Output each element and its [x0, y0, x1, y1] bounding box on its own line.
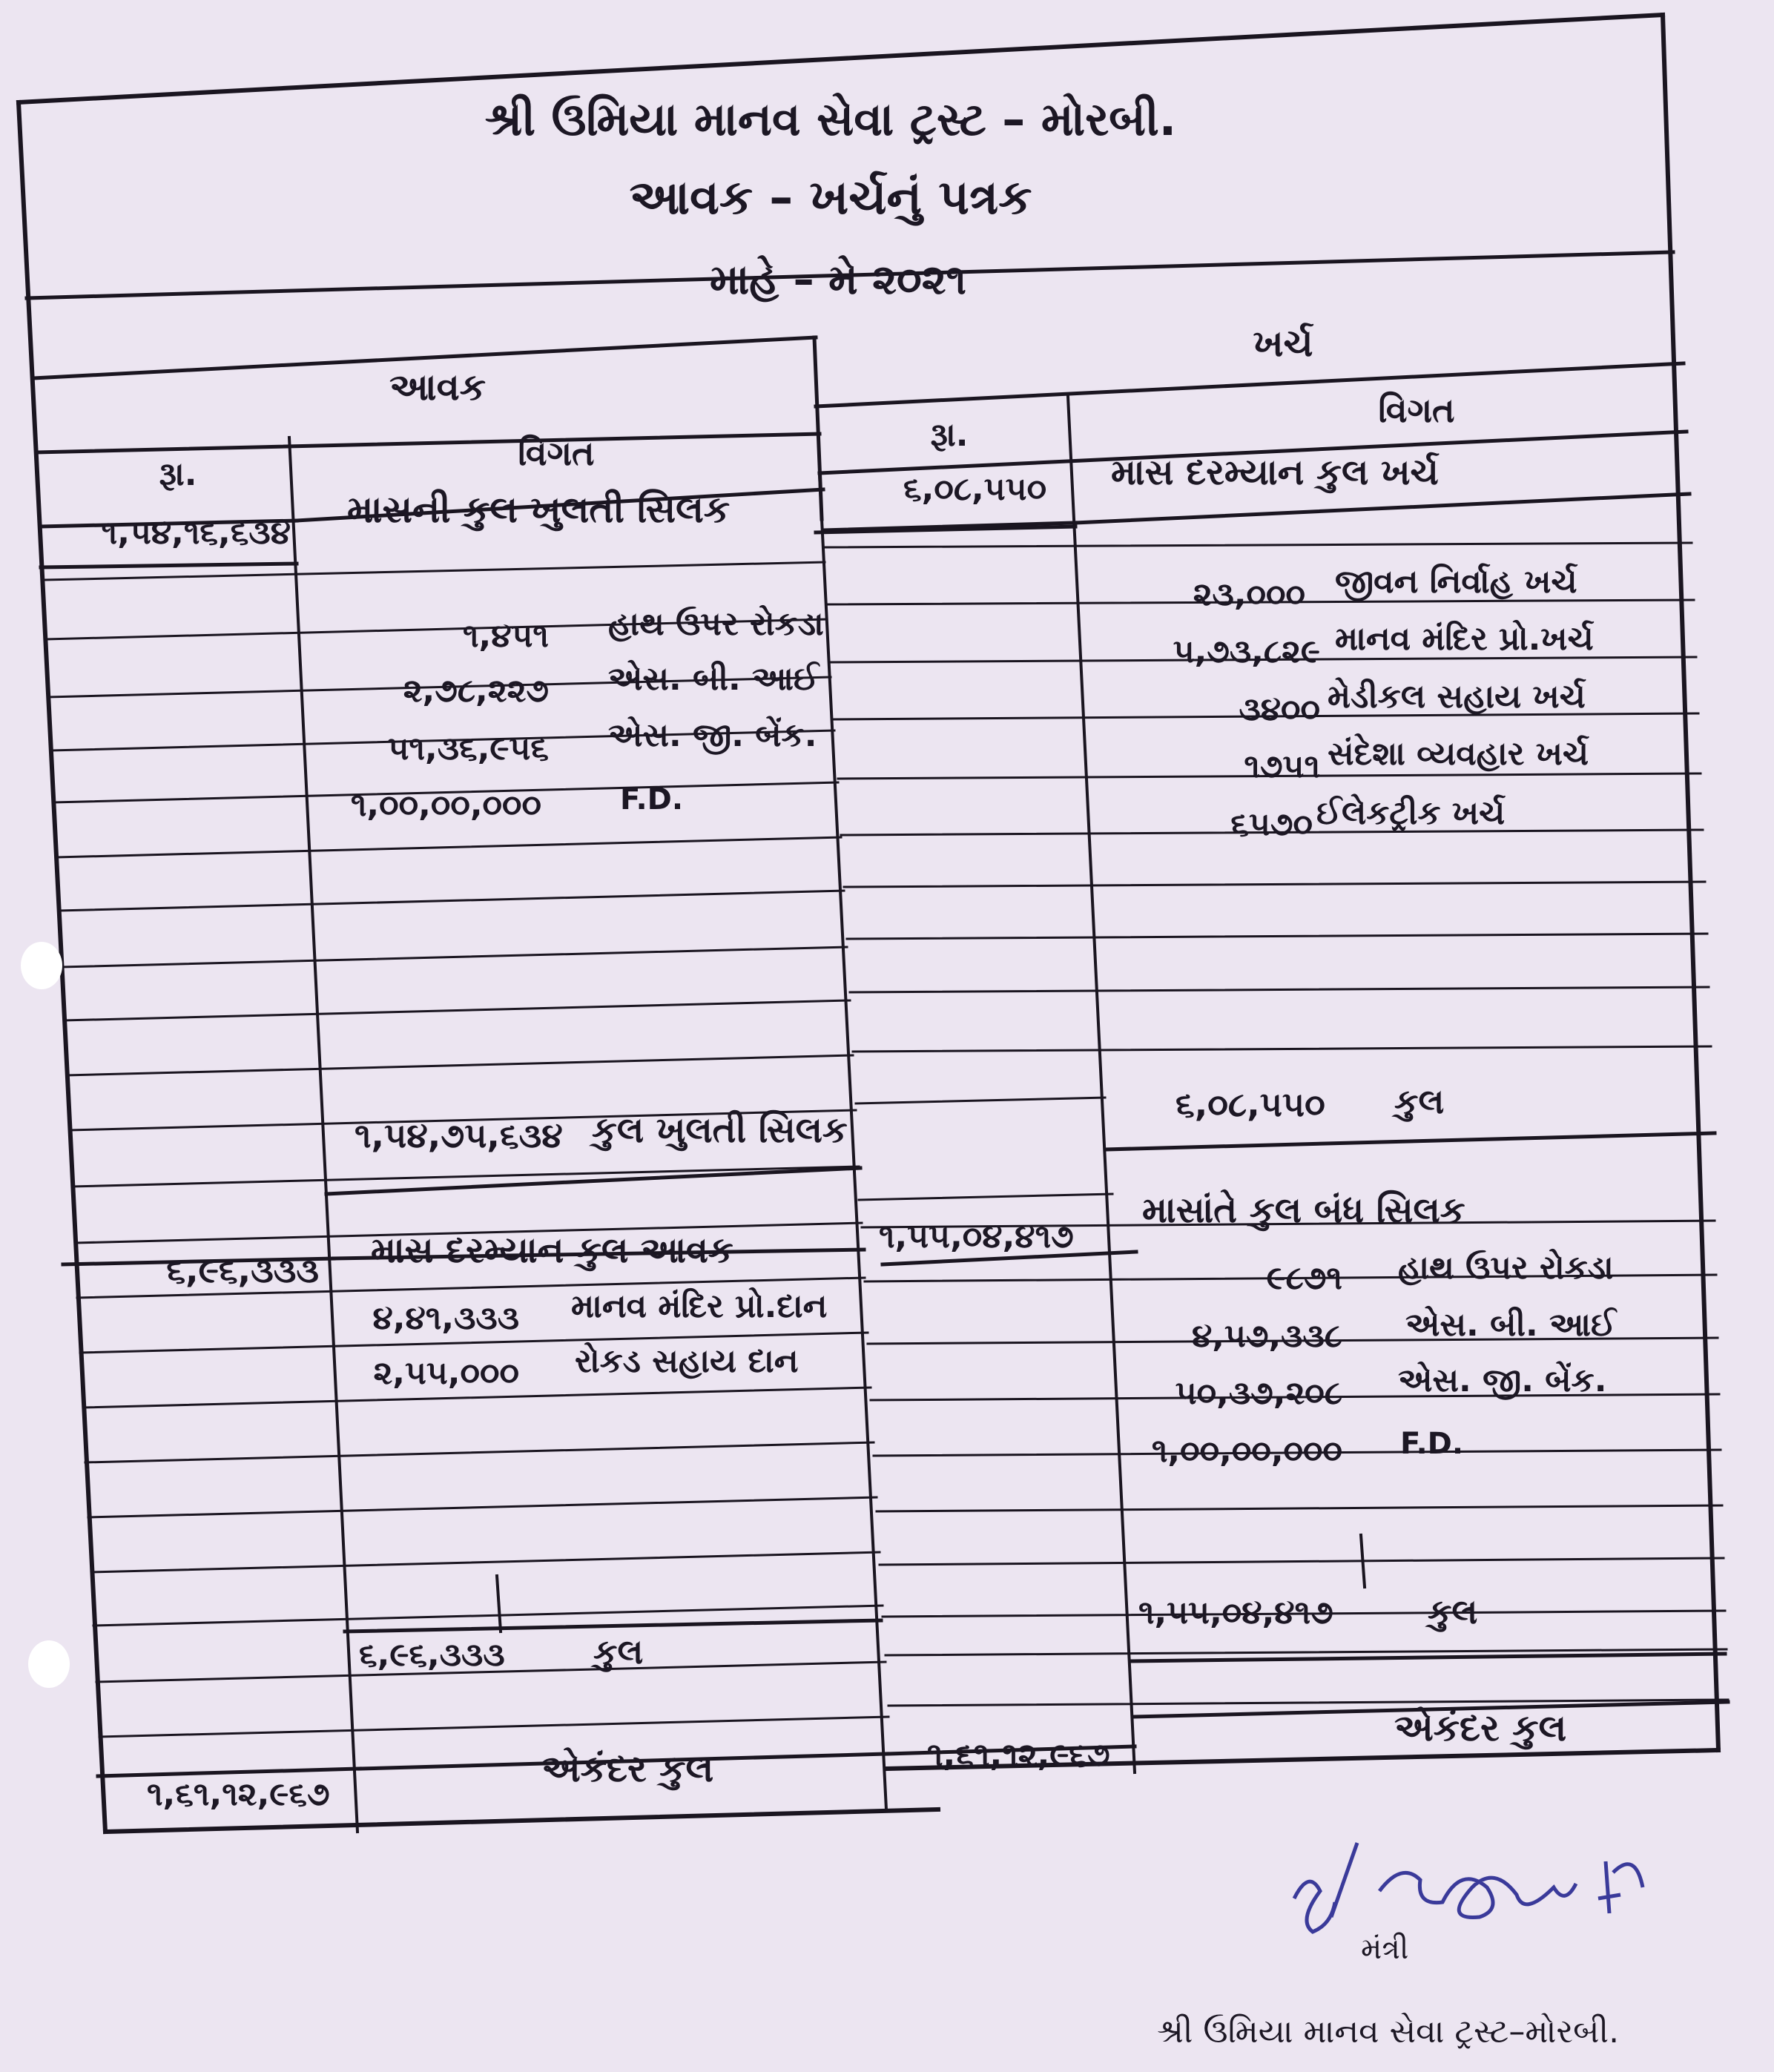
month-label: માહે – મે ૨૦૨૧	[710, 256, 966, 304]
closing-item-amount: ૧,૦૦,૦૦,૦૦૦	[1151, 1432, 1342, 1470]
expense-item-amount: ૫,૭૩,૮૨૯	[1173, 633, 1320, 670]
expense-total-amount: ૬,૦૮,૫૫૦	[1175, 1084, 1325, 1124]
opening-item-amount: ૧,૪૫૧	[462, 617, 549, 655]
opening-item-label: એસ. બી. આઈ	[608, 660, 819, 698]
expense-item-label: મેડીકલ સહાય ખર્ચ	[1328, 678, 1586, 716]
income-item-label: રોકડ સહાય દાન	[575, 1342, 799, 1380]
monthly-income-label: માસ દરમ્યાન કુલ આવક	[371, 1230, 733, 1271]
expense-grand-total-label: એકંદર કુલ	[1394, 1706, 1567, 1749]
closing-total-amount: ૧,૫૫,૦૪,૪૧૭	[879, 1218, 1074, 1256]
closing-subtotal-label: કુલ	[1428, 1591, 1478, 1631]
opening-subtotal-amount: ૧,૫૪,૭૫,૬૩૪	[355, 1115, 563, 1155]
closing-item-amount: ૯૮૭૧	[1266, 1259, 1342, 1297]
expense-item-label: જીવન નિર્વાહ ખર્ચ	[1335, 563, 1577, 601]
opening-item-amount: ૨,૭૮,૨૨૭	[403, 672, 549, 710]
expense-item-label: સંદેશા વ્યવહાર ખર્ચ	[1328, 735, 1589, 773]
expense-item-amount: ૩૪૦૦	[1239, 690, 1320, 728]
punch-hole-bottom	[28, 1640, 70, 1688]
opening-item-label: F.D.	[620, 782, 684, 816]
expense-item-amount: ૬૫૭૦	[1230, 805, 1313, 843]
closing-item-amount: ૫૦,૩૭,૨૦૮	[1175, 1374, 1342, 1412]
income-item-amount: ૨,૫૫,૦૦૦	[373, 1354, 519, 1392]
statement-title: આવક – ખર્ચનું પત્રક	[629, 171, 1032, 225]
signature-scrawl	[1294, 1843, 1643, 1932]
opening-total-label: માસની કુલ ખુલતી સિલક	[347, 488, 731, 531]
income-total-amount: ૬,૯૬,૩૩૩	[359, 1636, 505, 1674]
income-item-label: માનવ મંદિર પ્રો.દાન	[571, 1287, 828, 1325]
opening-subtotal-label: કુલ ખુલતી સિલક	[592, 1109, 848, 1151]
closing-item-label: એસ. જી. બેંક.	[1398, 1362, 1607, 1399]
closing-item-amount: ૪,૫૭,૩૩૮	[1191, 1317, 1342, 1355]
expense-item-label: ઈલેકટ્રીક ખર્ચ	[1316, 794, 1506, 832]
closing-subtotal-amount: ૧,૫૫,૦૪,૪૧૭	[1138, 1594, 1333, 1631]
closing-item-label: હાથ ઉપર રોકડા	[1398, 1249, 1614, 1287]
monthly-expense-amount: ૬,૦૮,૫૫૦	[903, 470, 1047, 508]
trust-stamp: શ્રી ઉમિયા માનવ સેવા ટ્રસ્ટ–મોરબી.	[1157, 2013, 1620, 2050]
income-item-amount: ૪,૪૧,૩૩૩	[372, 1299, 519, 1337]
income-grand-total-label: એકંદર કુલ	[541, 1747, 714, 1790]
expense-item-label: માનવ મંદિર પ્રો.ખર્ચ	[1335, 620, 1594, 658]
opening-item-amount: ૧,૦૦,૦૦,૦૦૦	[350, 786, 541, 824]
expense-details-col-header: વિગત	[1378, 390, 1455, 430]
income-details-col-header: વિગત	[518, 433, 595, 473]
expense-grand-total-amount: ૧,૬૧,૧૨,૯૬૭	[927, 1736, 1110, 1774]
opening-total-amount: ૧,૫૪,૧૬,૬૩૪	[101, 514, 291, 552]
monthly-expense-label: માસ દરમ્યાન કુલ ખર્ચ	[1111, 452, 1439, 493]
income-amount-col-header: રૂા.	[159, 455, 197, 493]
monthly-income-amount: ૬,૯૬,૩૩૩	[166, 1250, 319, 1290]
expense-item-amount: ૧૭૫૧	[1244, 748, 1320, 785]
opening-item-label: હાથ ઉપર રોકડા	[608, 605, 824, 643]
expense-total-label: કુલ	[1394, 1081, 1445, 1121]
expense-heading: ખર્ચ	[1253, 322, 1313, 365]
closing-item-label: એસ. બી. આઈ	[1405, 1306, 1616, 1344]
closing-item-label: F.D.	[1400, 1427, 1464, 1461]
trust-name-title: શ્રી ઉમિયા માનવ સેવા ટ્રસ્ટ – મોરબી.	[484, 92, 1177, 146]
opening-item-amount: ૫૧,૩૬,૯૫૬	[387, 730, 549, 768]
closing-total-label: માસાંતે કુલ બંધ સિલક	[1142, 1190, 1465, 1231]
income-total-label: કુલ	[593, 1631, 644, 1672]
expense-amount-col-header: રૂા.	[930, 416, 969, 454]
income-heading: આવક	[389, 366, 487, 409]
punch-hole-top	[21, 942, 62, 989]
signature-title: મંત્રી	[1361, 1932, 1409, 1966]
expense-item-amount: ૨૩,૦૦૦	[1193, 575, 1305, 613]
income-grand-total-amount: ૧,૬૧,૧૨,૯૬૭	[147, 1775, 330, 1813]
opening-item-label: એસ. જી. બેંક.	[608, 716, 817, 754]
